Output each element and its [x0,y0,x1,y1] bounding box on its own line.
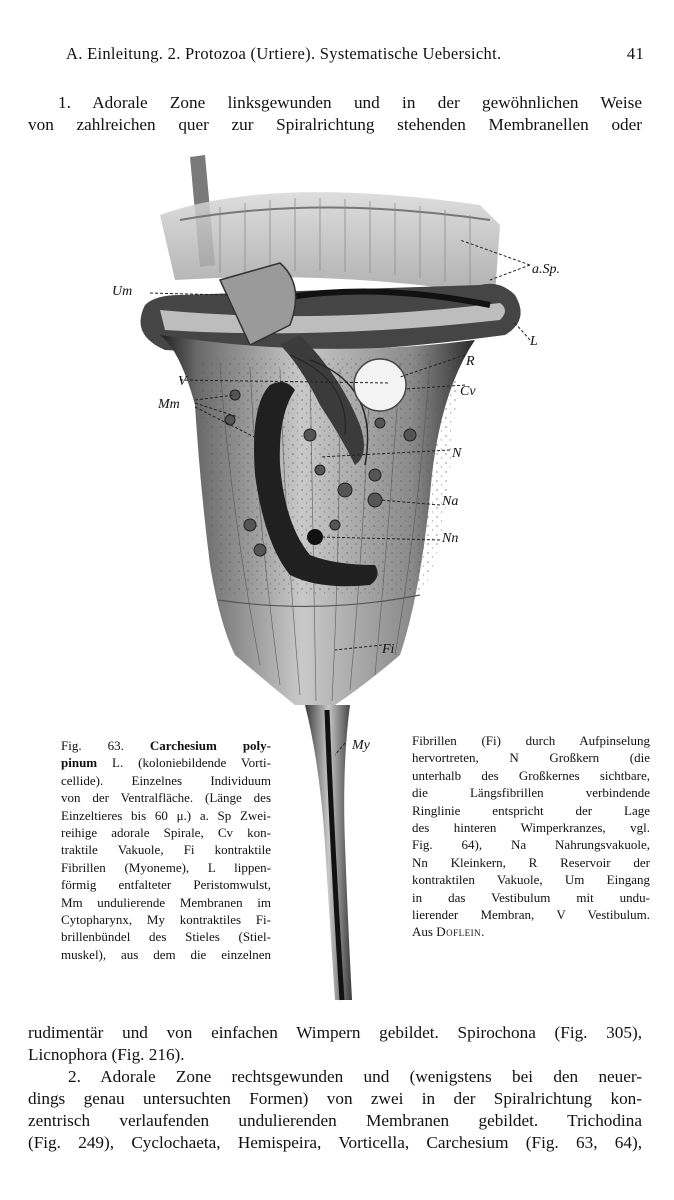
caption-left-line: Cytopharynx, My kontraktiles Fi- [61,912,271,928]
page-number: 41 [626,44,644,63]
caption-left-line: cellide). Einzelnes Individuum [61,772,271,788]
body-line-3: 2. Adorale Zone rechtsgewunden und (wenigstens bei den neuer- [68,1067,642,1086]
label-cv: Cv [460,384,476,399]
caption-left-line: Einzeltieres bis 60 μ.) a. Sp Zwei- [61,807,271,823]
caption-left-line: brillenbündel des Stieles (Stiel- [61,929,271,945]
body-line-5: zentrisch verlaufenden undulierenden Membranen gebildet. Trichodina [28,1111,642,1130]
caption-left-line: von der Ventralfläche. (Länge des [61,790,271,806]
contractile-vacuole [354,359,406,411]
stalk [305,705,352,1000]
caption-right-line: des hinteren Wimperkranzes, vgl. [412,820,650,836]
caption-left-line: reihige adorale Spirale, Cv kon- [61,825,271,841]
label-r: R [466,354,475,369]
label-nn: Nn [442,531,459,546]
running-title: A. Einleitung. 2. Protozoa (Urtiere). Systematische Uebersicht. [66,44,502,63]
label-a-sp: a.Sp. [532,262,560,277]
caption-left-line: muskel), aus dem die einzelnen [61,946,271,962]
caption-left-line: förmig entfalteter Peristomwulst, [61,877,271,893]
caption-right-line: lierender Membran, V Vestibulum. [412,907,650,923]
caption-right-line: hervortreten, N Großkern (die [412,750,650,766]
label-na: Na [442,494,459,509]
intro-line-1: 1. Adorale Zone linksgewunden und in der gewöhnlichen Weise [58,93,642,112]
label-fi: Fi [382,642,395,657]
caption-left-line: Mm undulierende Membranen im [61,894,271,910]
caption-right-line: unterhalb des Großkernes sichtbare, [412,767,650,783]
intro-line-2: von zahlreichen quer zur Spiralrichtung stehenden Membranellen oder [28,115,642,134]
caption-right-line: die Längsfibrillen verbindende [412,785,650,801]
adoral-cilia [160,155,500,295]
figure-caption-left [61,737,271,963]
caption-right-line: Fibrillen (Fi) durch Aufpinselung [412,733,650,748]
body-text [28,1022,642,1154]
micronucleus [307,529,323,545]
intro-paragraph [28,92,642,136]
caption-right-line: Nn Kleinkern, R Reservoir der [412,854,650,870]
body-line-2: Licnophora (Fig. 216). [28,1045,185,1064]
caption-right-line: Ringlinie entspricht der Lage [412,802,650,818]
label-l: L [530,334,538,349]
label-mm: Mm [158,397,180,412]
caption-source: Aus Doflein. [412,924,485,940]
caption-left-line: Fig. 63. Carchesium poly- [61,738,271,753]
caption-left-line: Fibrillen (Myoneme), L lippen- [61,859,271,875]
caption-left-line: pinum L. (koloniebildende Vorti- [61,755,271,771]
caption-right-line: kontraktilen Vakuole, Um Eingang [412,872,650,888]
label-um: Um [112,284,133,299]
figure-caption-right [412,732,650,941]
caption-right-line: Fig. 64), Na Nahrungsvakuole, [412,837,650,853]
caption-left-line: traktile Vakuole, Fi kontraktile [61,842,271,858]
body-line-4: dings genau untersuchten Formen) von zwei in der Spiralrichtung kon- [28,1089,642,1108]
label-v: V [178,374,187,389]
running-header [66,44,644,64]
label-n: N [452,446,462,461]
body-line-6: (Fig. 249), Cyclochaeta, Hemispeira, Vorticella, Carchesium (Fig. 63, 64), [28,1133,642,1152]
body-line-1: rudimentär und von einfachen Wimpern gebildet. Spirochona (Fig. 305), [28,1023,642,1042]
label-my: My [352,738,370,753]
caption-right-line: in das Vestibulum mit undu- [412,889,650,905]
